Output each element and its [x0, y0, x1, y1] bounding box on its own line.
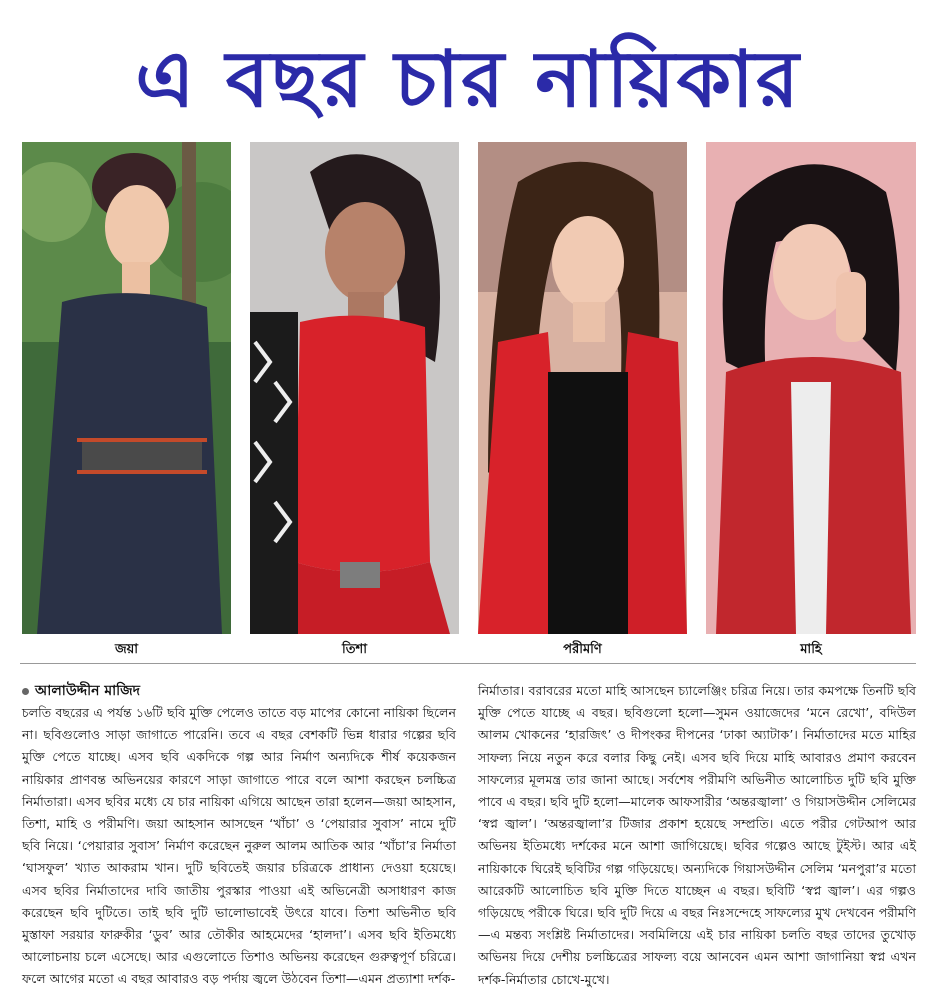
photo-joya [22, 142, 231, 634]
photo-porimoni [478, 142, 687, 634]
article-text-2: নির্মাতার। বরাবরের মতো মাহি আসছেন চ্যালেঞ্জিং চরিত্র নিয়ে। তার কমপক্ষে তিনটি ছবি মুক্তি পেতে যাচ্ছে এ বছর। ছবিগুলো হলো—সুমন ওয়াজেদের ‘মনে রেখো’, বদিউল আলম খোকনের ‘হারজিৎ’ ও দীপংকর দীপনের ‘ঢাকা অ্যাটাক’। নির্মাতাদের মতে মাহির সাফল্য নিয়ে নতুন করে বলার কিছু নেই। এসব ছবি দিয়ে মাহি আবারও প্রমাণ করবেন সাফল্যের মূলমন্ত্র তার জানা আছে। সর্বশেষ পরীমণি অভিনীত আলোচিত দুটি ছবি মুক্তি পাবে এ বছর। ছবি দুটি হলো—মালেক আফসারীর ‘অন্তরজ্বালা’ ও গিয়াসউদ্দীন সেলিমের ‘স্বপ্ন জ্বাল’। ‘অন্তরজ্বালা’র টিজার প্রকাশ হয়েছে সম্প্রতি। এতে পরীর গেটআপ আর অভিনয় ইতিমধ্যে দর্শকের মনে আশা জাগিয়েছে। ছবির গল্পেও আছে টুইস্ট। আর এই নায়িকাকে ঘিরেই ছবিটির গল্প গড়িয়েছে। অন্যদিকে গিয়াসউদ্দীন সেলিম ‘মনপুরা’র মতো আরেকটি আলোচিত ছবি মুক্তি দিতে যাচ্ছেন এ বছর। ছবিটি ‘স্বপ্ন জ্বাল’। এর গল্পও গড়িয়েছে পরীকে ঘিরে। ছবি দুটি দিয়ে এ বছর নিঃসন্দেহে সাফল্যের মুখ দেখবেন পরীমণি—এ মন্তব্য সংশ্লিষ্ট নির্মাতাদের। সবমিলিয়ে এই চার নায়িকা চলতি বছর তাদের তুখোড় অভিনয় দিয়ে দেশীয় চলচ্চিত্রের সাফল্য বয়ে আনবেন এমন আশা জাগানিয়া স্বপ্ন এখন দর্শক-নির্মাতার চোখে-মুখে। [478, 683, 916, 987]
photo-tisha [250, 142, 459, 634]
byline [22, 680, 456, 702]
caption-joya: জয়া [114, 642, 139, 657]
byline-text: আলাউদ্দীন মাজিদ [35, 683, 141, 699]
bullet-icon [22, 688, 29, 695]
article-column-1 [22, 680, 456, 991]
article-column-2 [478, 680, 916, 991]
article-text-1: চলতি বছরের এ পর্যন্ত ১৬টি ছবি মুক্তি পেলেও তাতে বড় মাপের কোনো নায়িকা ছিলেন না। ছবিগুলোও সাড়া জাগাতে পারেনি। তবে এ বছর বেশকটি ভিন্ন ধারার গল্পের ছবি মুক্তি পেতে যাচ্ছে। এসব ছবি একদিকে গল্প আর নির্মাণ অন্যদিকে শীর্ষ কয়েকজন নায়িকার প্রাণবন্ত অভিনয়ের কারণে সাড়া জাগাতে পারে বলে আশা করছেন চলচ্চিত্র নির্মাতারা। এসব ছবির মধ্যে যে চার নায়িকা এগিয়ে আছেন তারা হলেন—জয়া আহসান, তিশা, মাহি ও পরীমণি। জয়া আহসান আসছেন ‘খাঁচা’ ও ‘পেয়ারার সুবাস’ নামে দুটি ছবি নিয়ে। ‘পেয়ারার সুবাস’ নির্মাণ করেছেন নুরুল আলম আতিক আর ‘খাঁচা’র নির্মাতা ‘ঘাসফুল’ খ্যাত আকরাম খান। দুটি ছবিতেই জয়ার চরিত্রকে প্রাধান্য দেওয়া হয়েছে। এসব ছবির নির্মাতাদের দাবি জাতীয় পুরস্কার পাওয়া এই অভিনেত্রী অসাধারণ কাজ করেছেন ছবি দুটিতে। তাই ছবি দুটি ভালোভাবেই উৎরে যাবে। তিশা অভিনীত ছবি মুস্তাফা সরয়ার ফারুকীর ‘ডুব’ আর তৌকীর আহমেদের ‘হালদা’। এসব ছবি ইতিমধ্যে আলোচনায় চলে এসেছে। আর এগুলোতে তিশাও অভিনয় করেছেন গুরুত্বপূর্ণ চরিত্রে। ফলে আগের মতো এ বছর আবারও বড় পর্দায় জ্বলে উঠবেন তিশা—এমন প্রত্যাশা দর্শক- [22, 705, 456, 987]
headline: এ বছর চার নায়িকার [135, 35, 801, 125]
caption-porimoni: পরীমণি [563, 642, 602, 657]
photo-mahi [706, 142, 916, 634]
divider-rule [20, 663, 916, 664]
caption-mahi: মাহি [800, 642, 822, 657]
caption-tisha: তিশা [342, 642, 367, 657]
